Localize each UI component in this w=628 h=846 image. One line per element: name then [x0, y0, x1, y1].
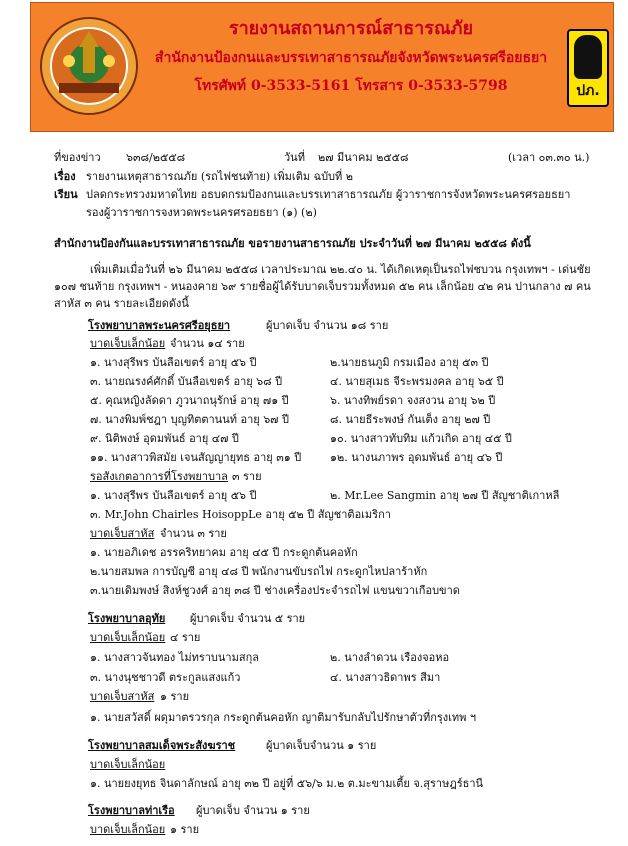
- list-item: ๒.นายธนภูมิ กรมเมือง อายุ ๕๓ ปี: [330, 356, 489, 369]
- hospital-3-name: โรงพยาบาลสมเด็จพระสังฆราช: [88, 739, 236, 752]
- header-banner: [30, 2, 614, 132]
- list-item: ๑. นายอภิเดช อรรคริทยาคม อายุ ๔๕ ปี กระดูกต้นคอหัก: [90, 546, 358, 559]
- ref-label: ที่ของข่าว: [54, 151, 101, 164]
- hospital-1-summary: ผู้บาดเจ็บ จำนวน ๑๘ ราย: [266, 319, 389, 332]
- organization-name: สำนักงานป้องกนและบรรเทาสาธารณภัยจังหวัดพระนครศรีอยธยา: [154, 50, 548, 66]
- contact-phone: โทรศัพท์ 0-3533-5161 โทรสาร 0-3533-5798: [194, 78, 508, 94]
- list-item: ๓. นายณรงค์ศักดิ์ บันลือเขตร์ อายุ ๖๘ ปี: [90, 375, 283, 388]
- provincial-emblem-logo: [39, 11, 139, 121]
- hospital-2-summary: ผู้บาดเจ็บ จำนวน ๕ ราย: [190, 612, 306, 625]
- to-label: เรียน: [54, 188, 78, 201]
- ref-value: ๖๓๘/๒๕๕๘: [126, 151, 186, 164]
- subject-label: เรื่อง: [54, 170, 76, 183]
- hospital-4-minor-label: บาดเจ็บเล็กน้อย: [90, 823, 166, 836]
- paragraph-line-2: ๑๐๗ ชนท้าย กรุงเทพฯ - หนองคาย ๖๙ รายชื่อผู้ได้รับบาดเจ็บรวมทั้งหมด ๕๒ คน เล็กน้อย ๔๒ คน ปานกลาง ๗ คน: [54, 280, 591, 293]
- dpm-logo-text: ปภ.: [576, 83, 600, 99]
- list-item: ๘. นายธีระพงษ์ กันเต็ง อายุ ๒๗ ปี: [330, 413, 491, 426]
- hospital-1-severe-count: จำนวน ๓ ราย: [160, 527, 227, 540]
- hospital-2-minor-count: ๔ ราย: [170, 631, 201, 644]
- list-item: ๒. นางลำดวน เรืองจอหอ: [330, 651, 450, 664]
- hospital-4-minor-count: ๑ ราย: [170, 823, 200, 836]
- date-label: วันที่: [284, 151, 305, 164]
- hospital-3-minor-label: บาดเจ็บเล็กน้อย: [90, 758, 166, 771]
- list-item: ๙. นิติพงษ์ อุดมพันธ์ อายุ ๔๗ ปี: [90, 432, 239, 445]
- list-item: ๖. นางทิพย์รดา จงสงวน อายุ ๖๒ ปี: [330, 394, 496, 407]
- hospital-3-summary: ผู้บาดเจ็บจำนวน ๑ ราย: [266, 739, 377, 752]
- list-item: ๓.นายเดิมพงษ์ สิงห์ชูวงศ์ อายุ ๓๘ ปี ช่างเครื่องประจำรถไฟ แขนขวาเกือบขาด: [90, 584, 460, 597]
- list-item: ๑๒. นางนภาพร อุดมพันธ์ อายุ ๔๖ ปี: [330, 451, 503, 464]
- intro-text: สำนักงานป้องกันและบรรเทาสาธารณภัย ขอรายงานสาธารณภัย ประจำวันที่ ๒๗ มีนาคม ๒๕๕๘ ดังนี้: [54, 237, 531, 250]
- hospital-1-minor-count: จำนวน ๑๔ ราย: [170, 337, 245, 350]
- hospital-1-observation-label: รอสังเกตอาการที่โรงพยาบาล: [90, 470, 228, 483]
- hospital-4-name: โรงพยาบาลท่าเรือ: [88, 804, 175, 817]
- hospital-1-name: โรงพยาบาลพระนครศรีอยุธยา: [88, 319, 231, 332]
- list-item: ๓. Mr.John Chairles HoisoppLe อายุ ๕๒ ปี สัญชาติอเมริกา: [90, 508, 391, 521]
- list-item: ๒. Mr.Lee Sangmin อายุ ๒๗ ปี สัญชาติเกาหลี: [330, 489, 560, 502]
- hospital-4-summary: ผู้บาดเจ็บ จำนวน ๑ ราย: [196, 804, 310, 817]
- time-value: (เวลา ๐๓.๓๐ น.): [508, 151, 590, 164]
- to-line-2: รองผู้วาราชการจงหวดพระนครศรอยธยา (๑) (๒): [86, 206, 317, 219]
- paragraph-line-3: สาหัส ๓ คน รายละเอียดดังนี้: [54, 297, 189, 310]
- hand-icon: [574, 35, 602, 79]
- list-item: ๑. นายสวัสดิ์ ผดุมาตรวรกุล กระดูกต้นคอหัก ญาติมารับกลับไปรักษาตัวที่กรุงเทพ ฯ: [90, 711, 477, 724]
- subject-text: รายงานเหตุสาธารณภัย (รถไฟชนท้าย) เพิ่มเติม ฉบับที่ ๒: [86, 170, 354, 183]
- dpm-logo: [567, 29, 609, 107]
- hospital-2-severe-count: ๑ ราย: [160, 690, 190, 703]
- list-item: ๑๐. นางสาวทับทิม แก้วเกิด อายุ ๔๕ ปี: [330, 432, 512, 445]
- to-line-1: ปลดกระทรวงมหาดไทย อธบดกรมป้องกนและบรรเทาสาธารณภัย ผู้วาราชการจังหวัดพระนครศรอยธยา: [86, 188, 571, 201]
- list-item: ๓. นางนุชชาวดี ตระกูลแสงแก้ว: [90, 671, 241, 684]
- list-item: ๗. นางพิมพ์ชฎา บุญทิตตานนท์ อายุ ๖๗ ปี: [90, 413, 289, 426]
- list-item: ๑. นางสุรีพร บันลือเขตร์ อายุ ๕๖ ปี: [90, 356, 257, 369]
- list-item: ๑. นายยงยุทธ จินดาลักษณ์ อายุ ๓๒ ปี อยู่ที่ ๕๖/๖ ม.๒ ต.มะขามเตี้ย จ.สุราษฎร์ธานี: [90, 777, 484, 790]
- list-item: ๑๑. นางสาวพิสมัย เจนสัญญายุทธ อายุ ๓๑ ปี: [90, 451, 302, 464]
- list-item: ๔. นายสุเมธ จีระพรมงคล อายุ ๖๕ ปี: [330, 375, 504, 388]
- hospital-2-minor-label: บาดเจ็บเล็กน้อย: [90, 631, 166, 644]
- list-item: ๒.นายสมพล การบัญชี อายุ ๔๘ ปี พนักงานขับรถไฟ กระดูกไหปลาร้าหัก: [90, 565, 428, 578]
- list-item: ๕. คุณหญิงลัดดา ภูวนาถนุรักษ์ อายุ ๗๑ ปี: [90, 394, 289, 407]
- hospital-1-observation-count: ๓ ราย: [232, 470, 262, 483]
- hospital-2-severe-label: บาดเจ็บสาหัส: [90, 690, 155, 703]
- hospital-1-minor-label: บาดเจ็บเล็กน้อย: [90, 337, 166, 350]
- paragraph-line-1: เพิ่มเติมเมื่อวันที่ ๒๖ มีนาคม ๒๕๕๘ เวลาประมาณ ๒๒.๔๐ น. ได้เกิดเหตุเป็นรถไฟชบวน กรุงเทพฯ - เด่นชัย: [90, 263, 591, 276]
- list-item: ๔. นางสาวธิดาพร สีมา: [330, 671, 441, 684]
- report-title: รายงานสถานการณ์สาธารณภัย: [228, 18, 474, 39]
- list-item: ๑. นางสุรีพร บันลือเขตร์ อายุ ๕๖ ปี: [90, 489, 257, 502]
- hospital-2-name: โรงพยาบาลอุทัย: [88, 612, 166, 625]
- hospital-1-severe-label: บาดเจ็บสาหัส: [90, 527, 155, 540]
- date-value: ๒๗ มีนาคม ๒๕๕๘: [318, 151, 409, 164]
- list-item: ๑. นางสาวจันทอง ไม่ทราบนามสกุล: [90, 651, 259, 664]
